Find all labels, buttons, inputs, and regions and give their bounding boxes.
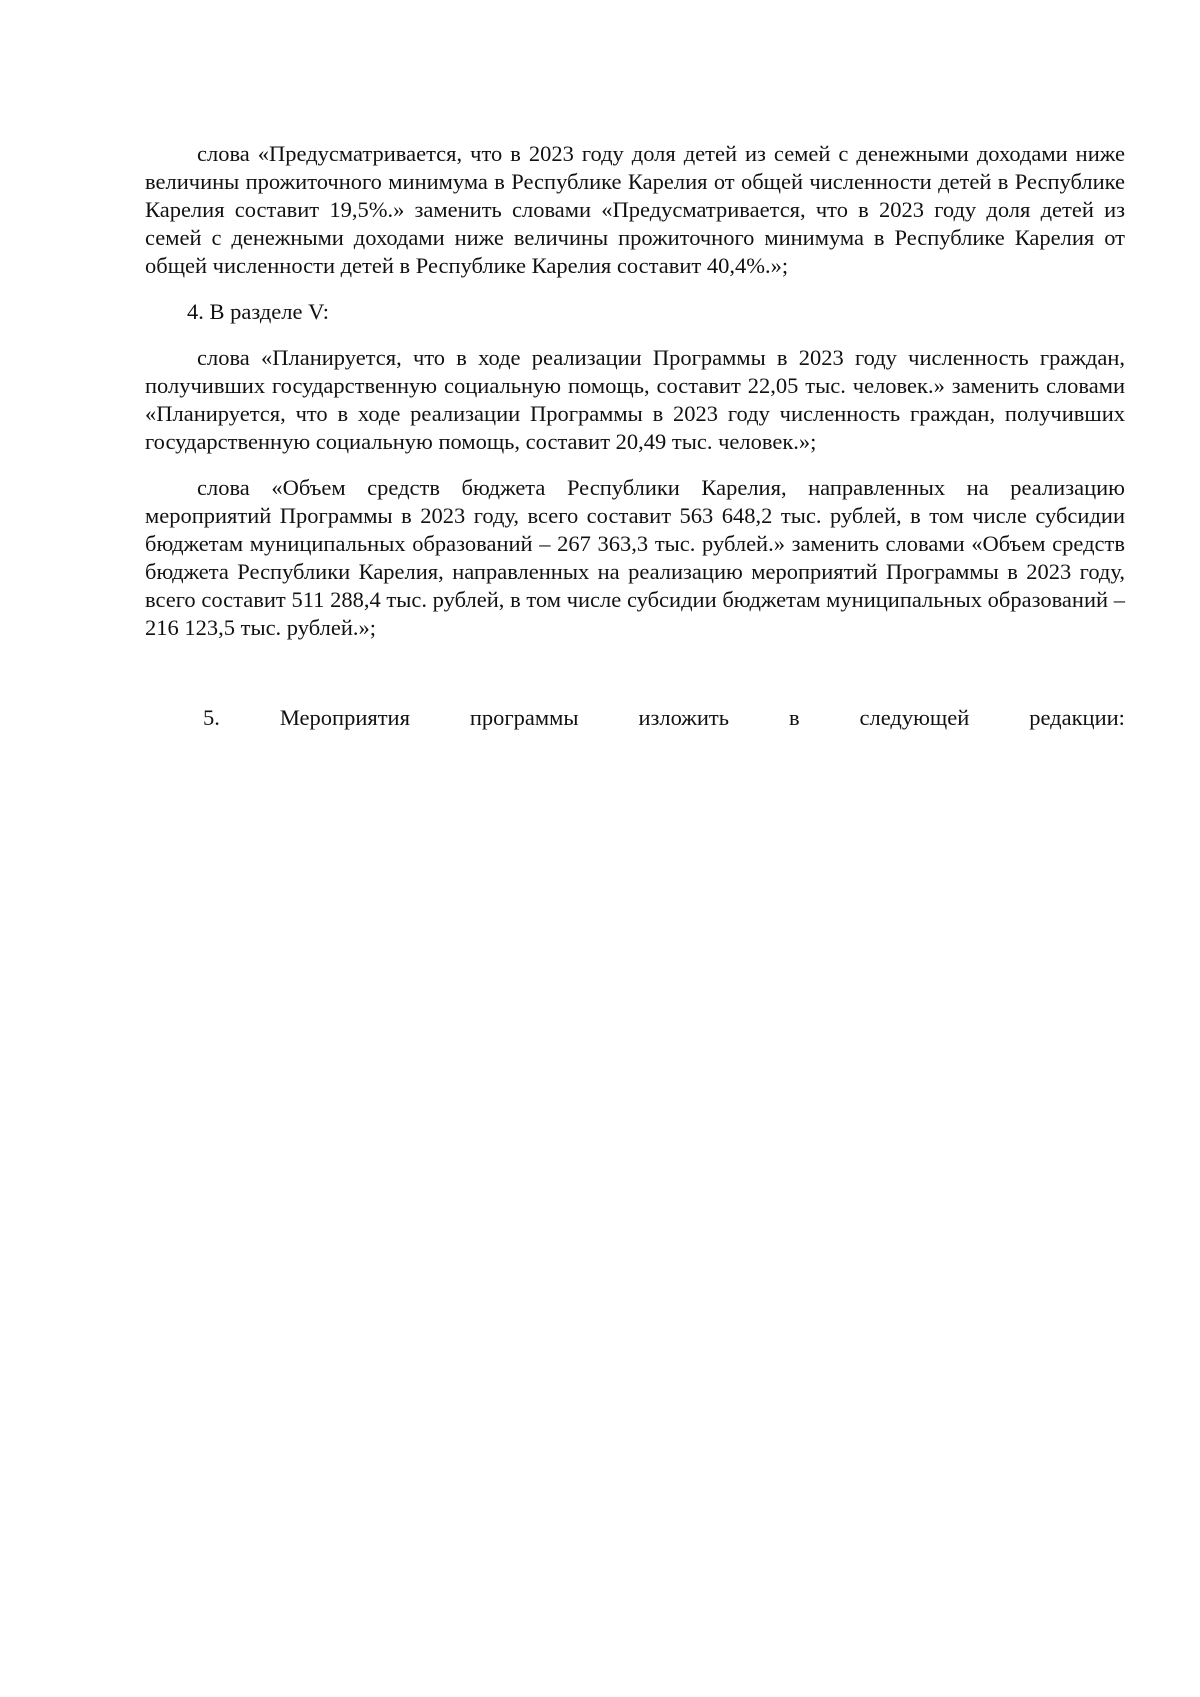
item-5-word-1: Мероприятия <box>279 705 410 730</box>
item-5-word-5: следующей <box>859 705 970 730</box>
item-5-word-4: в <box>788 705 800 730</box>
document-body <box>145 140 1125 660</box>
section-heading-v: 4. В разделе V: <box>187 299 329 324</box>
item-5-word-6: редакции: <box>1029 705 1125 730</box>
paragraph-replacement-children-share: слова «Предусматривается, что в 2023 году доля детей из семей с денежными доходами ниже величины прожиточного минимума в Республике Карелия от общей численности детей в Республике Карелия составит 19,5%.» заменить словами «Предусматривается, что в 2023 году доля детей из семей с денежными доходами ниже величины прожиточного минимума в Республике Карелия от общей численности детей в Республике Карелия составит 40,4%.»; <box>145 141 1125 278</box>
paragraph-replacement-social-aid: слова «Планируется, что в ходе реализации Программы в 2023 году численность граждан, получивших государственную социальную помощь, составит 22,05 тыс. человек.» заменить словами «Планируется, что в ходе реализации Программы в 2023 году численность граждан, получивших государственную социальную помощь, составит 20,49 тыс. человек.»; <box>145 345 1125 454</box>
item-5-word-3: изложить <box>638 705 729 730</box>
item-5-word-2: программы <box>469 705 579 730</box>
item-5-number: 5. <box>203 705 220 730</box>
item-5-line <box>145 704 1125 732</box>
paragraph-replacement-budget: слова «Объем средств бюджета Республики Карелия, направленных на реализацию мероприятий Программы в 2023 году, всего составит 563 648,2 тыс. рублей, в том числе субсидии бюджетам муниципальных образований – 267 363,3 тыс. рублей.» заменить словами «Объем средств бюджета Республики Карелия, направленных на реализацию мероприятий Программы в 2023 году, всего составит 511 288,4 тыс. рублей, в том числе субсидии бюджетам муниципальных образований – 216 123,5 тыс. рублей.»; <box>145 475 1125 640</box>
